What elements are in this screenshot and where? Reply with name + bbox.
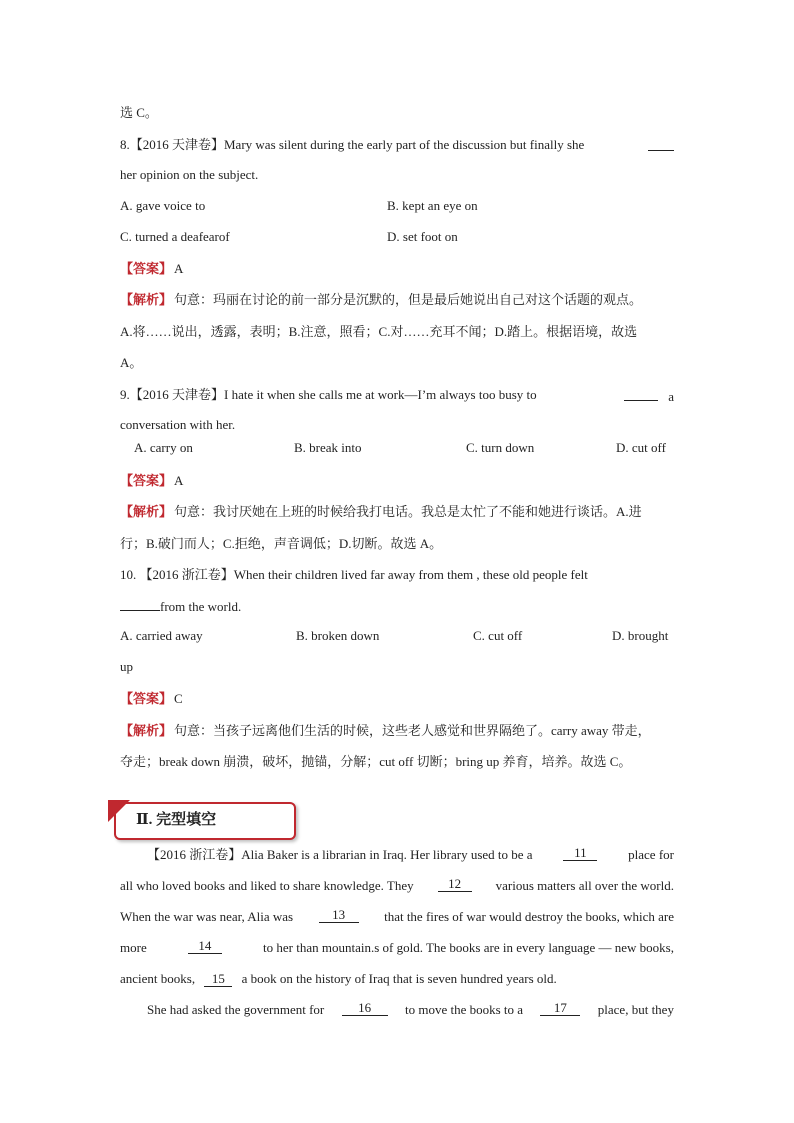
cloze-blank-15: 15 — [204, 972, 232, 987]
q10-analysis-line1 — [120, 722, 651, 740]
analysis-label: 【解析】 — [120, 504, 173, 519]
q8-analysis-line3: A。 — [120, 355, 143, 370]
q10-analysis-line2: 夺走；break down 崩溃，破坏，抛锚，分解；cut off 切断；bring up 养育，培养。故选 C。 — [120, 754, 632, 769]
cloze-text-6a: She had asked the government for — [147, 1002, 325, 1017]
q9-option-a: A. carry on — [134, 440, 193, 455]
q10-option-c: C. cut off — [473, 628, 523, 643]
q8-option-a: A. gave voice to — [120, 198, 206, 213]
cloze-text-1b: place for — [628, 847, 674, 862]
cloze-text-6b: to move the books to a — [404, 1002, 524, 1017]
q9-stem-text: 9.【2016 天津卷】I hate it when she calls me at work—I’m always too busy to — [120, 387, 537, 402]
cloze-text-4a: more — [120, 940, 147, 955]
q7-answer-tail: 选 C。 — [120, 105, 158, 120]
analysis-label: 【解析】 — [120, 723, 173, 738]
cloze-line2 — [120, 877, 674, 895]
cloze-text-5a: ancient books, — [120, 971, 196, 986]
q10-option-b: B. broken down — [296, 628, 380, 643]
cloze-line3 — [120, 908, 674, 926]
q9-answer — [120, 472, 183, 490]
cloze-line4 — [120, 939, 674, 957]
cloze-text-6c: place, but they — [597, 1002, 674, 1017]
q9-analysis-line2: 行；B.破门而人；C.拒绝，声音调低；D.切断。故选 A。 — [120, 536, 443, 551]
cloze-blank-11: 11 — [563, 846, 597, 861]
q9-stem-tail — [624, 386, 674, 406]
cloze-line6 — [120, 1001, 674, 1019]
q10-answer — [120, 690, 183, 708]
cloze-blank-13: 13 — [319, 908, 359, 923]
q8-option-d: D. set foot on — [387, 229, 458, 244]
q8-analysis-line1 — [120, 291, 642, 309]
cloze-text-2a: all who loved books and liked to share knowledge. They — [120, 878, 414, 893]
q9-option-c: C. turn down — [466, 440, 535, 455]
cloze-text-5b: a book on the history of Iraq that is seven hundred years old. — [241, 971, 557, 986]
section-corner-ribbon — [108, 800, 130, 822]
q8-analysis-line2: A.将……说出，透露，表明；B.注意，照看；C.对……充耳不闻；D.踏上。根据语境，故选 — [120, 324, 638, 339]
q10-stem-line2 — [120, 596, 241, 616]
analysis-label: 【解析】 — [120, 292, 173, 307]
cloze-text-3a: When the war was near, Alia was — [120, 909, 294, 924]
section-title: Ⅱ. 完型填空 — [136, 812, 217, 828]
q8-stem-line2: her opinion on the subject. — [120, 167, 259, 182]
cloze-blank-16: 16 — [342, 1001, 388, 1016]
q10-analysis-text1: 句意：当孩子远离他们生活的时候，这些老人感觉和世界隔绝了。carry away 带走， — [174, 723, 651, 738]
q10-option-d: D. brought — [612, 628, 669, 643]
q9-analysis-text1: 句意：我讨厌她在上班的时候给我打电话。我总是太忙了不能和她进行谈话。A.进 — [174, 504, 642, 519]
q9-analysis-line1 — [120, 503, 642, 521]
q8-answer-value: A — [174, 261, 184, 276]
q9-stem-post: a — [668, 389, 674, 404]
cloze-text-2b: various matters all over the world. — [495, 878, 674, 893]
cloze-text-1a: 【2016 浙江卷】Alia Baker is a librarian in Iraq. Her library used to be a — [147, 847, 533, 862]
cloze-text-4b: to her than mountain.s of gold. The books are in every language — new books, — [263, 940, 674, 955]
q9-stem-line2: conversation with her. — [120, 417, 236, 432]
cloze-blank-17: 17 — [540, 1001, 580, 1016]
q8-answer — [120, 260, 183, 278]
q8-blank — [648, 136, 674, 151]
q9-stem-line1 — [120, 386, 674, 406]
cloze-blank-12: 12 — [438, 877, 472, 892]
q8-option-b: B. kept an eye on — [387, 198, 478, 213]
section-heading-cloze — [108, 800, 294, 840]
q10-answer-value: C — [174, 691, 183, 706]
cloze-blank-14: 14 — [188, 939, 222, 954]
q9-answer-value: A — [174, 473, 184, 488]
q10-blank — [120, 596, 160, 611]
q10-stem-post: from the world. — [160, 599, 242, 614]
q8-analysis-text1: 句意：玛丽在讨论的前一部分是沉默的，但是最后她说出自己对这个话题的观点。 — [174, 292, 643, 307]
q10-stem-line1: 10. 【2016 浙江卷】When their children lived far away from them , these old people felt — [120, 567, 588, 582]
answer-label: 【答案】 — [120, 261, 173, 276]
q9-blank — [624, 386, 658, 401]
q10-option-a: A. carried away — [120, 628, 203, 643]
cloze-text-3b: that the fires of war would destroy the books, which are — [384, 909, 674, 924]
answer-label: 【答案】 — [120, 473, 173, 488]
q8-stem-text: 8.【2016 天津卷】Mary was silent during the early part of the discussion but finally she — [120, 137, 585, 152]
q9-option-b: B. break into — [294, 440, 362, 455]
q10-option-d-wrap: up — [120, 659, 133, 674]
cloze-line1 — [120, 846, 674, 864]
q8-option-c: C. turned a deafearof — [120, 229, 230, 244]
q9-option-d: D. cut off — [616, 440, 666, 455]
answer-label: 【答案】 — [120, 691, 173, 706]
cloze-line5 — [120, 970, 557, 988]
q8-stem-line1 — [120, 136, 674, 154]
